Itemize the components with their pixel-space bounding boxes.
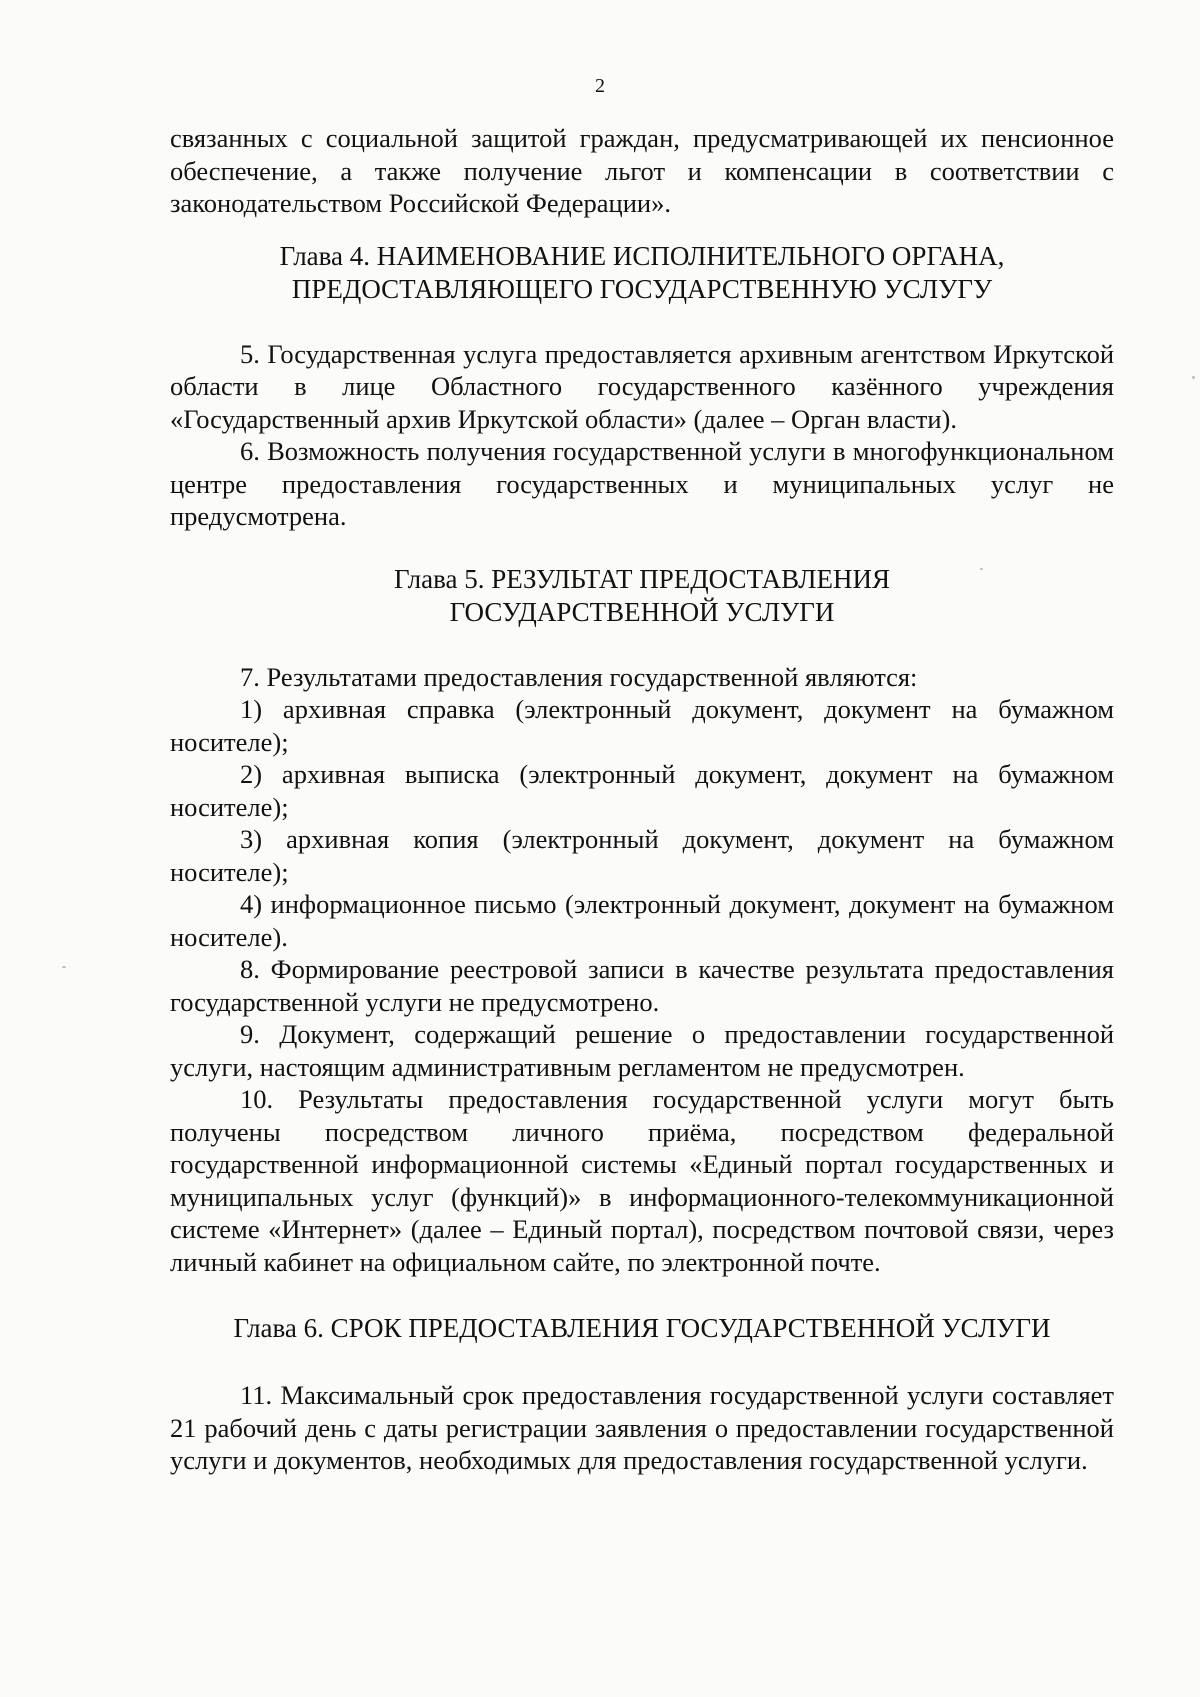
- chapter-4-heading: [170, 240, 1114, 306]
- chapter-5-heading-line-2: ГОСУДАРСТВЕННОЙ УСЛУГИ: [449, 596, 835, 627]
- scan-speck: [62, 966, 66, 968]
- result-item-4: 4) информационное письмо (электронный документ, документ на бумажном носителе).: [170, 889, 1114, 952]
- chapter-6-heading-line: Глава 6. СРОК ПРЕДОСТАВЛЕНИЯ ГОСУДАРСТВЕННОЙ УСЛУГИ: [233, 1313, 1051, 1343]
- chapter-5-heading-line-1: Глава 5. РЕЗУЛЬТАТ ПРЕДОСТАВЛЕНИЯ: [394, 563, 890, 594]
- chapter-4-heading-line-1: Глава 4. НАИМЕНОВАНИЕ ИСПОЛНИТЕЛЬНОГО ОРГАНА,: [279, 240, 1005, 271]
- intro-paragraph: связанных с социальной защитой граждан, предусматривающей их пенсионное обеспечение, а также получение льгот и компенсации в соответствии с законодательством Российской Федерации».: [170, 123, 1114, 218]
- chapter-6-heading: [170, 1312, 1114, 1345]
- paragraph-5: 5. Государственная услуга предоставляется архивным агентством Иркутской области в лице Областного государственного казённого учреждения «Государственный архив Иркутской области» (далее – Орган власти).: [170, 338, 1114, 434]
- paragraph-9: 9. Документ, содержащий решение о предоставлении государственной услуги, настоящим административным регламентом не предусмотрен.: [170, 1019, 1114, 1082]
- page-number: 2: [595, 75, 605, 97]
- result-item-1: 1) архивная справка (электронный документ, документ на бумажном носителе);: [170, 694, 1114, 757]
- chapter-4-heading-line-2: ПРЕДОСТАВЛЯЮЩЕГО ГОСУДАРСТВЕННУЮ УСЛУГУ: [291, 273, 993, 304]
- paragraph-8: 8. Формирование реестровой записи в качестве результата предоставления государственной услуги не предусмотрено.: [170, 954, 1114, 1017]
- result-item-3: 3) архивная копия (электронный документ, документ на бумажном носителе);: [170, 824, 1114, 887]
- scan-speck: [1192, 376, 1195, 379]
- paragraph-7: 7. Результатами предоставления государственной являются:: [240, 661, 918, 692]
- chapter-5-heading: [170, 563, 1114, 629]
- paragraph-6: 6. Возможность получения государственной услуги в многофункциональном центре предоставления государственных и муниципальных услуг не предусмотрена.: [170, 436, 1114, 531]
- scan-speck: [980, 568, 983, 570]
- paragraph-11: 11. Максимальный срок предоставления государственной услуги составляет 21 рабочий день с даты регистрации заявления о предоставлении государственной услуги и документов, необходимых для предоставления государственной услуги.: [170, 1380, 1114, 1475]
- document-body: [170, 122, 1114, 1477]
- result-item-2: 2) архивная выписка (электронный документ, документ на бумажном носителе);: [170, 759, 1114, 822]
- paragraph-10: 10. Результаты предоставления государственной услуги могут быть получены посредством личного приёма, посредством федеральной государственной информационной системы «Единый портал государственных и муниципальных услуг (функций)» в информационного-телекоммуникационной системе «Интернет» (далее – Единый портал), посредством почтовой связи, через личный кабинет на официальном сайте, по электронной почте.: [170, 1084, 1114, 1277]
